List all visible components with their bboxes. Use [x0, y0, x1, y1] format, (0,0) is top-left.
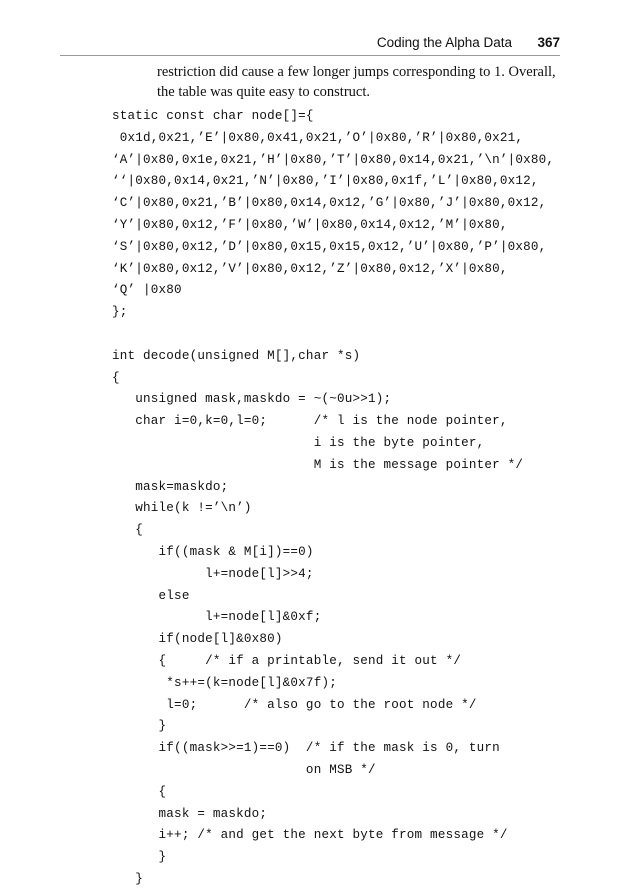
code-line: } [112, 871, 144, 886]
code-line: { [112, 784, 167, 799]
code-line: if((mask & M[i])==0) [112, 544, 314, 559]
code-line: ‘K’|0x80,0x12,’V’|0x80,0x12,’Z’|0x80,0x12,’X’|0x80, [112, 261, 508, 276]
code-line: l=0; /* also go to the root node */ [112, 697, 477, 712]
code-line: ‘S’|0x80,0x12,’D’|0x80,0x15,0x15,0x12,’U’|0x80,’P’|0x80, [112, 239, 547, 254]
code-line: char i=0,k=0,l=0; /* l is the node pointer, [112, 414, 508, 429]
code-line: *s++=(k=node[l]&0x7f); [112, 675, 337, 690]
running-title: Coding the Alpha Data [376, 35, 512, 50]
code-line: ‘A’|0x80,0x1e,0x21,’H’|0x80,’T’|0x80,0x14,0x21,’\n’|0x80, [112, 152, 555, 167]
code-line: ‘C’|0x80,0x21,’B’|0x80,0x14,0x12,’G’|0x80,’J’|0x80,0x12, [112, 196, 547, 211]
code-line: int decode(unsigned M[],char *s) [112, 348, 361, 363]
code-line: { [112, 370, 120, 385]
code-line: mask=maskdo; [112, 479, 229, 494]
body-line: restriction did cause a few longer jumps corresponding to 1. Overall, [157, 64, 556, 80]
code-line: ‘‘|0x80,0x14,0x21,’N’|0x80,’I’|0x80,0x1f,’L’|0x80,0x12, [112, 174, 539, 189]
running-header [60, 33, 560, 53]
code-line: static const char node[]={ [112, 109, 314, 123]
code-line: l+=node[l]>>4; [112, 566, 314, 581]
code-line: if((mask>>=1)==0) /* if the mask is 0, turn [112, 741, 500, 756]
code-line: { [112, 523, 144, 538]
code-line: M is the message pointer */ [112, 457, 524, 472]
code-line: ‘Q’ |0x80 [112, 283, 182, 298]
code-line: i is the byte pointer, [112, 435, 485, 450]
code-line: } [112, 719, 167, 734]
code-line [112, 324, 567, 346]
code-line: on MSB */ [112, 762, 376, 777]
code-listing [112, 106, 567, 891]
code-line: ‘Y’|0x80,0x12,’F’|0x80,’W’|0x80,0x14,0x12,’M’|0x80, [112, 217, 508, 232]
code-line: unsigned mask,maskdo = ~(~0u>>1); [112, 392, 392, 407]
body-paragraph [157, 63, 562, 102]
body-line: the table was quite easy to construct. [157, 83, 371, 100]
page-number: 367 [537, 35, 560, 50]
code-line: if(node[l]&0x80) [112, 632, 283, 647]
code-line: i++; /* and get the next byte from message */ [112, 828, 508, 843]
code-line: 0x1d,0x21,’E’|0x80,0x41,0x21,’O’|0x80,’R’|0x80,0x21, [112, 130, 524, 145]
code-line: } [112, 850, 167, 865]
code-line: else [112, 588, 190, 603]
code-line: l+=node[l]&0xf; [112, 610, 322, 625]
code-line: { /* if a printable, send it out */ [112, 653, 462, 668]
code-line: }; [112, 305, 128, 320]
header-rule [60, 55, 560, 56]
code-line: while(k !=’\n’) [112, 501, 252, 516]
code-line: mask = maskdo; [112, 806, 268, 821]
